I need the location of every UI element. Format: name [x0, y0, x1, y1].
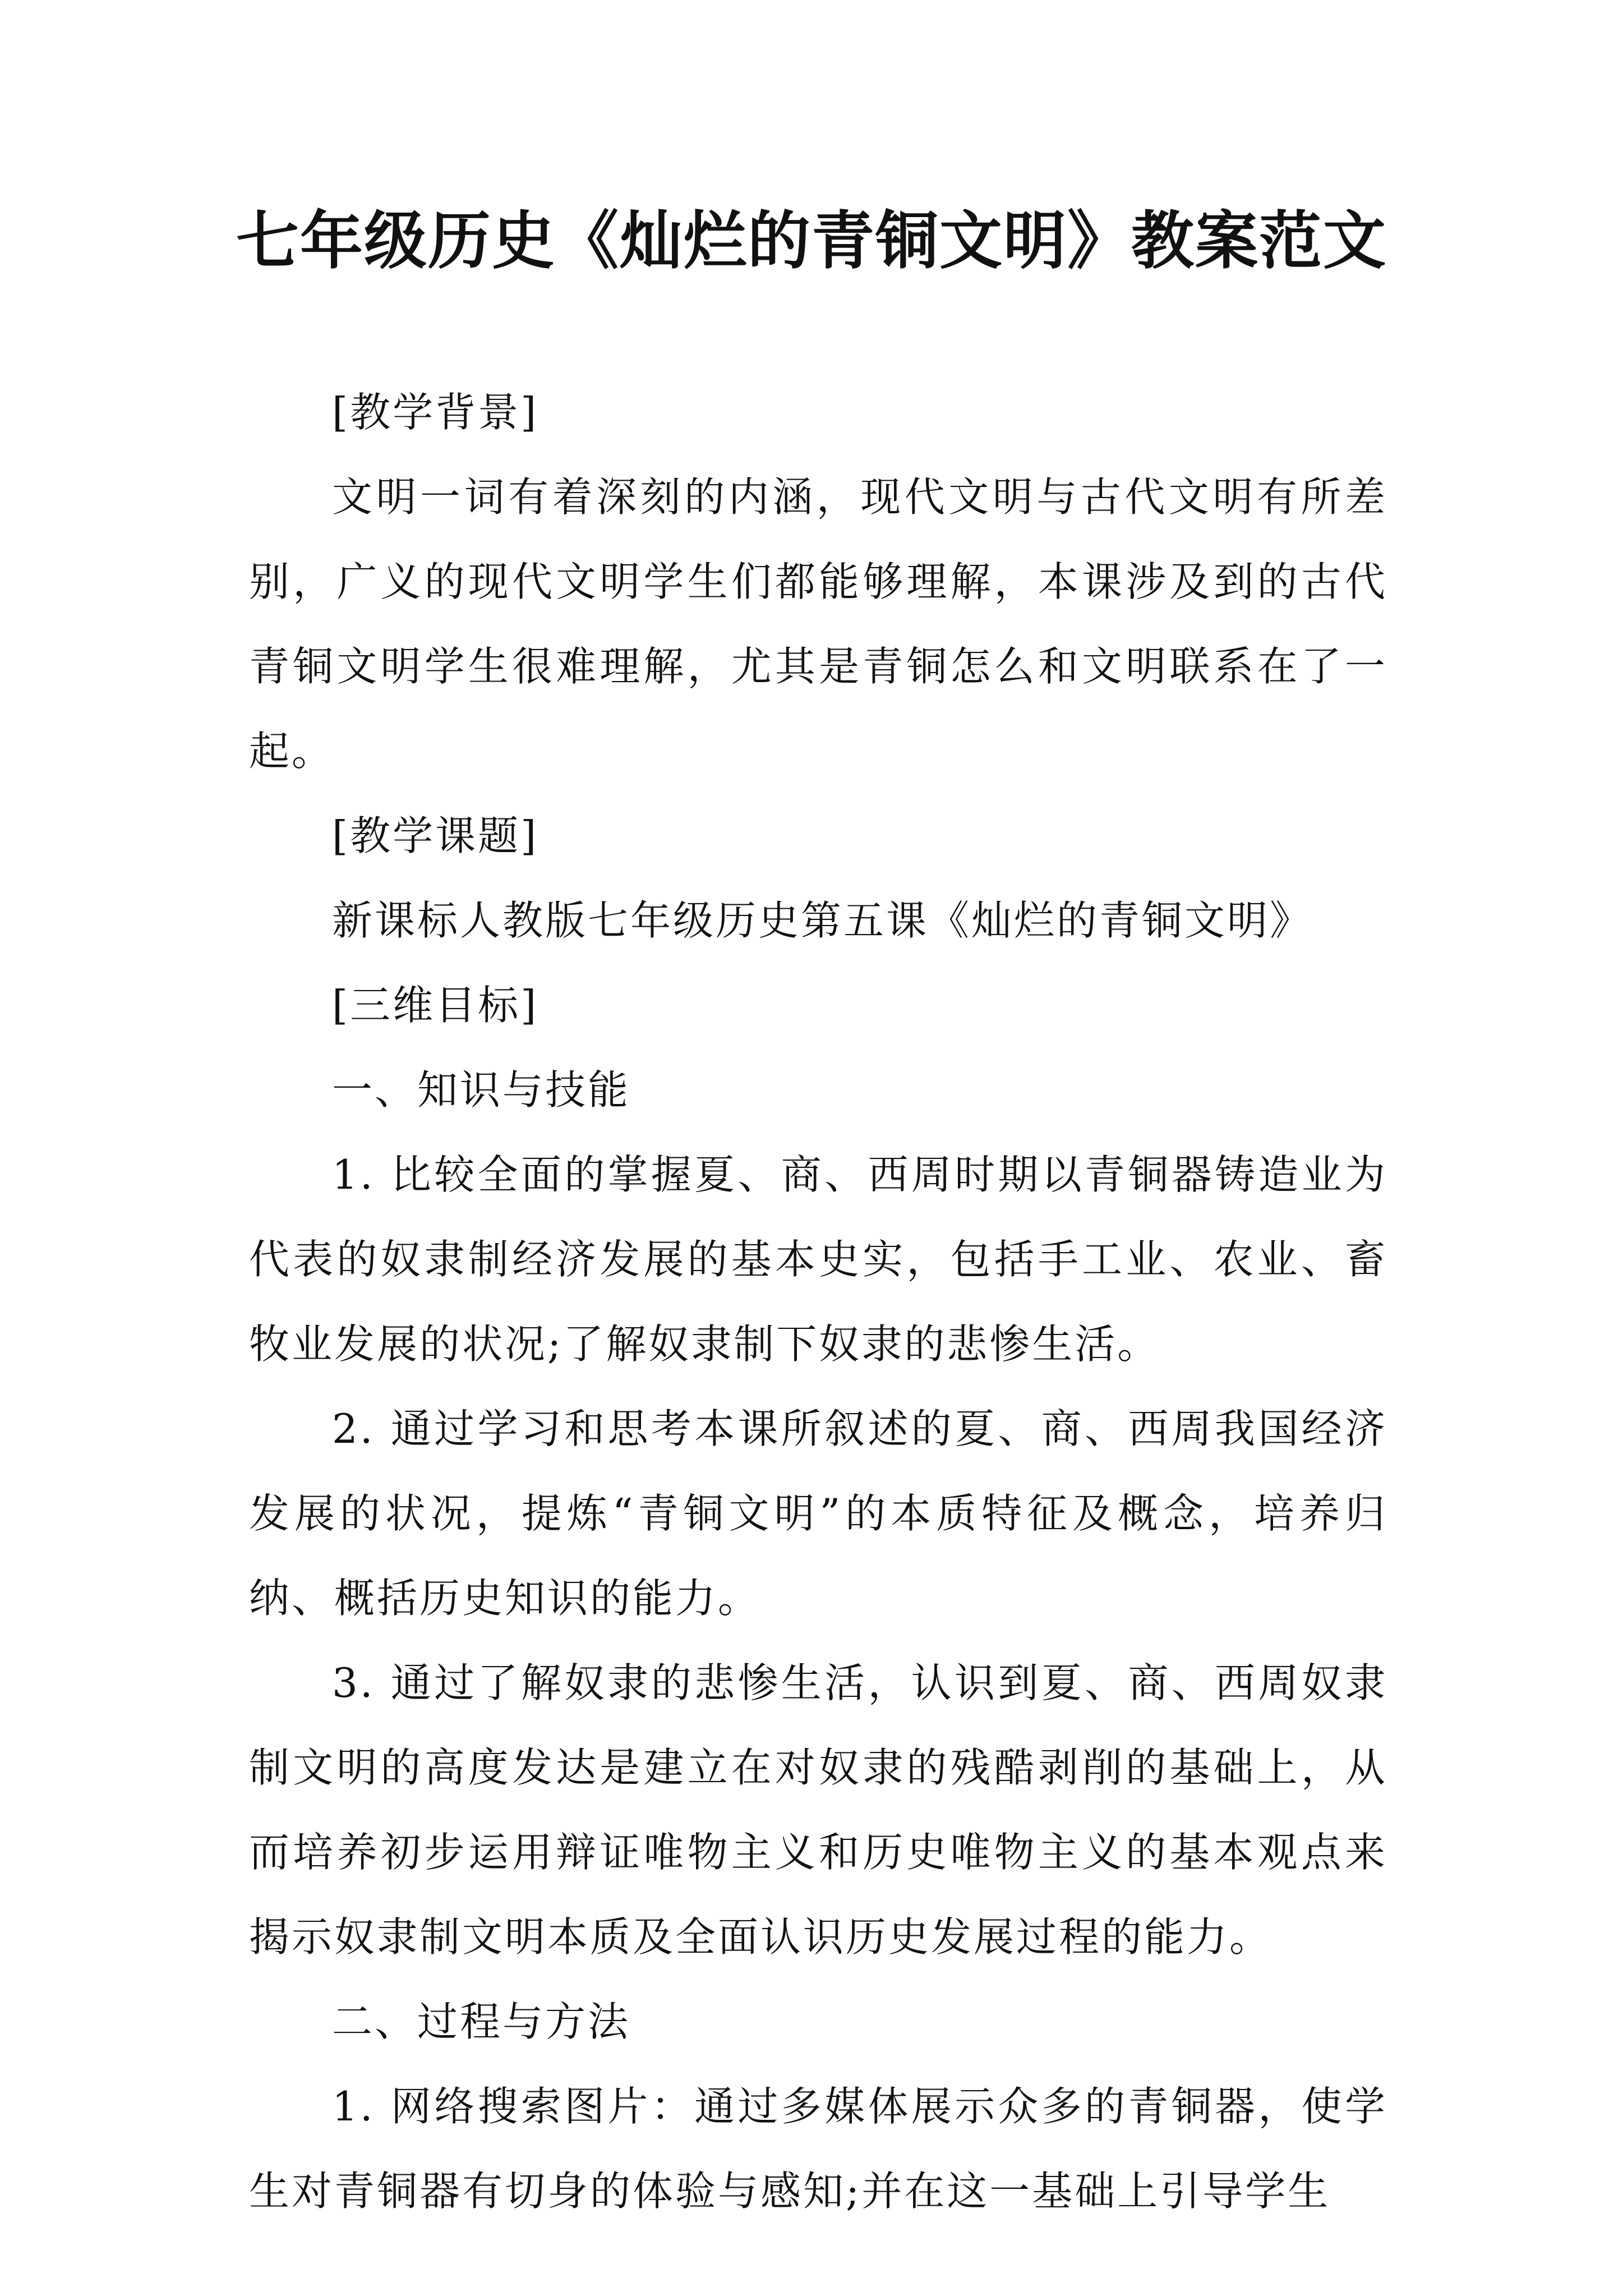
list-item-knowledge-3: 3. 通过了解奴隶的悲惨生活，认识到夏、商、西周奴隶制文明的高度发达是建立在对奴隶的残酷剥削的基础上，从而培养初步运用辩证唯物主义和历史唯物主义的基本观点来揭示奴隶制文明本质及全面认识历史发展过程的能力。	[249, 1659, 1387, 1961]
paragraph-background-text: 文明一词有着深刻的内涵，现代文明与古代文明有所差别，广义的现代文明学生们都能够理解，本课涉及到的古代青铜文明学生很难理解，尤其是青铜怎么和文明联系在了一起。	[249, 473, 1387, 775]
list-item-knowledge-1: 1. 比较全面的掌握夏、商、西周时期以青铜器铸造业为代表的奴隶制经济发展的基本史实，包括手工业、农业、畜牧业发展的状况;了解奴隶制下奴隶的悲惨生活。	[249, 1151, 1387, 1368]
subheading-knowledge-and-skills: 一、知识与技能	[332, 1066, 631, 1114]
document-body	[249, 370, 1387, 2234]
subheading-process-and-method: 二、过程与方法	[332, 1998, 631, 2045]
list-item-process-1: 1. 网络搜索图片：通过多媒体展示众多的青铜器，使学生对青铜器有切身的体验与感知;并在这一基础上引导学生	[249, 2083, 1387, 2215]
paragraph-topic-text: 新课标人教版七年级历史第五课《灿烂的青铜文明》	[332, 897, 1313, 944]
section-heading-three-dimensional-goals: [三维目标]	[332, 982, 539, 1029]
document-title: 七年级历史《灿烂的青铜文明》教案范文	[236, 204, 1387, 278]
list-item-knowledge-2: 2. 通过学习和思考本课所叙述的夏、商、西周我国经济发展的状况，提炼“青铜文明”的本质特征及概念，培养归纳、概括历史知识的能力。	[249, 1405, 1387, 1622]
section-heading-teaching-topic: [教学课题]	[332, 812, 539, 859]
section-heading-teaching-background: [教学背景]	[332, 389, 539, 436]
